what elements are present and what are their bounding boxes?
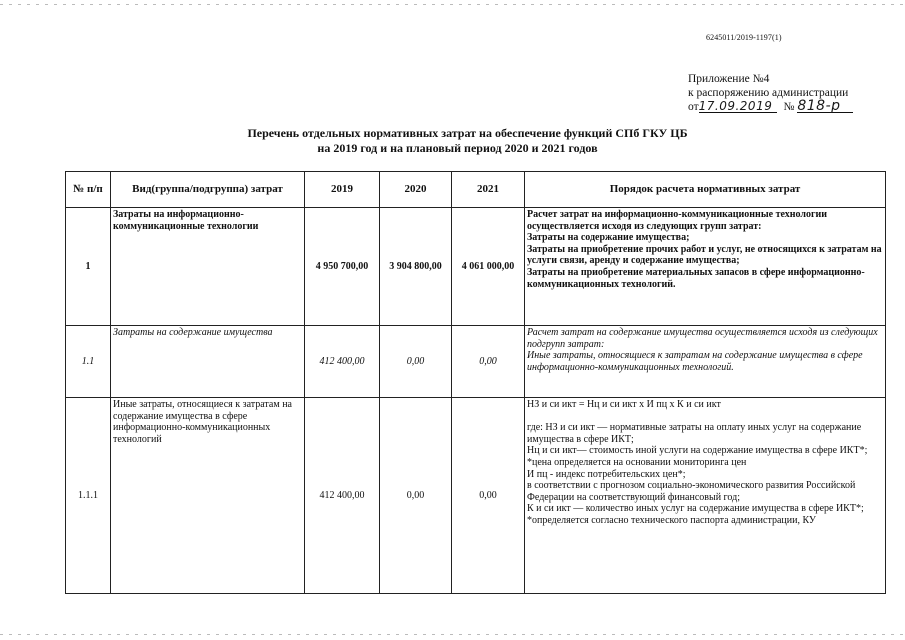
- date-label: от: [688, 101, 699, 113]
- row-type: Затраты на содержание имущества: [111, 326, 305, 398]
- method-line: НЗ и си икт = Нц и си икт х И пц х К и си икт: [527, 399, 721, 410]
- row-type: Иные затраты, относящиеся к затратам на содержание имущества в сфере информационно-коммуникационных технологий: [111, 398, 305, 594]
- number-label: №: [783, 101, 795, 113]
- method-line: [527, 411, 883, 423]
- method-line: где: НЗ и си икт — нормативные затраты на оплату иных услуг на содержание имущества в сфере ИКТ;: [527, 422, 862, 445]
- row-2020: 0,00: [380, 326, 452, 398]
- method-line: Затраты на приобретение прочих работ и услуг, не относящихся к затратам на услуги связи, аренду и содержание имущества;: [527, 243, 882, 267]
- header-2020: 2020: [380, 172, 452, 208]
- row-method: [525, 326, 886, 398]
- method-line: в соответствии с прогнозом социально-экономического развития Российской Федерации на соответствующий финансовый год;: [527, 480, 856, 503]
- appendix-block: [688, 72, 853, 114]
- table-header-row: [66, 172, 886, 208]
- row-num: 1.1.1: [66, 398, 111, 594]
- header-num: № п/п: [66, 172, 111, 208]
- handwritten-number: 818-р: [797, 100, 853, 113]
- method-line: К и си икт — количество иных услуг на содержание имущества в сфере ИКТ*;: [527, 503, 864, 515]
- document-registration-number: 6245011/2019-1197(1): [706, 33, 782, 42]
- row-method: [525, 398, 886, 594]
- row-2021: 0,00: [452, 326, 525, 398]
- header-2021: 2021: [452, 172, 525, 208]
- row-2019: 412 400,00: [305, 326, 380, 398]
- row-2019: 4 950 700,00: [305, 208, 380, 326]
- appendix-date-number: [688, 100, 853, 114]
- method-line: Расчет затрат на содержание имущества осуществляется исходя из следующих подгрупп затрат:: [527, 327, 878, 350]
- header-type: Вид(группа/подгруппа) затрат: [111, 172, 305, 208]
- scan-edge-bottom: [0, 634, 905, 635]
- title-line-1: Перечень отдельных нормативных затрат на обеспечение функций СПб ГКУ ЦБ: [247, 126, 688, 140]
- method-line: *определяется согласно технического паспорта администрации, КУ: [527, 514, 816, 526]
- method-line: Затраты на содержание имущества;: [527, 232, 690, 244]
- method-line: Расчет затрат на информационно-коммуникационные технологии осуществляется исходя из следующих групп затрат:: [527, 209, 828, 232]
- document-title: [0, 126, 905, 156]
- table-row: [66, 326, 886, 398]
- row-2020: 0,00: [380, 398, 452, 594]
- scan-edge-top: [0, 4, 905, 5]
- handwritten-date: 17.09.2019: [699, 100, 777, 113]
- method-line: Затраты на приобретение материальных запасов в сфере информационно-коммуникационных технологий.: [527, 266, 865, 290]
- row-2020: 3 904 800,00: [380, 208, 452, 326]
- table-row: [66, 398, 886, 594]
- header-method: Порядок расчета нормативных затрат: [525, 172, 886, 208]
- row-num: 1: [66, 208, 111, 326]
- method-line: Нц и си икт— стоимость иной услуги на содержание имущества в сфере ИКТ*;: [527, 445, 868, 457]
- row-num: 1.1: [66, 326, 111, 398]
- cost-standards-table: [65, 171, 886, 594]
- method-line: Иные затраты, относящиеся к затратам на содержание имущества в сфере информационно-коммуникационных технологий.: [527, 350, 863, 373]
- method-line: *цена определяется на основании мониторинга цен: [527, 456, 747, 468]
- method-line: И пц - индекс потребительских цен*;: [527, 468, 686, 480]
- appendix-subtitle: к распоряжению администрации: [688, 87, 849, 99]
- row-2021: 4 061 000,00: [452, 208, 525, 326]
- row-method: [525, 208, 886, 326]
- title-line-2: на 2019 год и на плановый период 2020 и 2021 годов: [317, 141, 598, 155]
- appendix-title: Приложение №4: [688, 73, 770, 85]
- row-2019: 412 400,00: [305, 398, 380, 594]
- row-2021: 0,00: [452, 398, 525, 594]
- row-type: Затраты на информационно-коммуникационные технологии: [111, 208, 305, 326]
- table-row: [66, 208, 886, 326]
- header-2019: 2019: [305, 172, 380, 208]
